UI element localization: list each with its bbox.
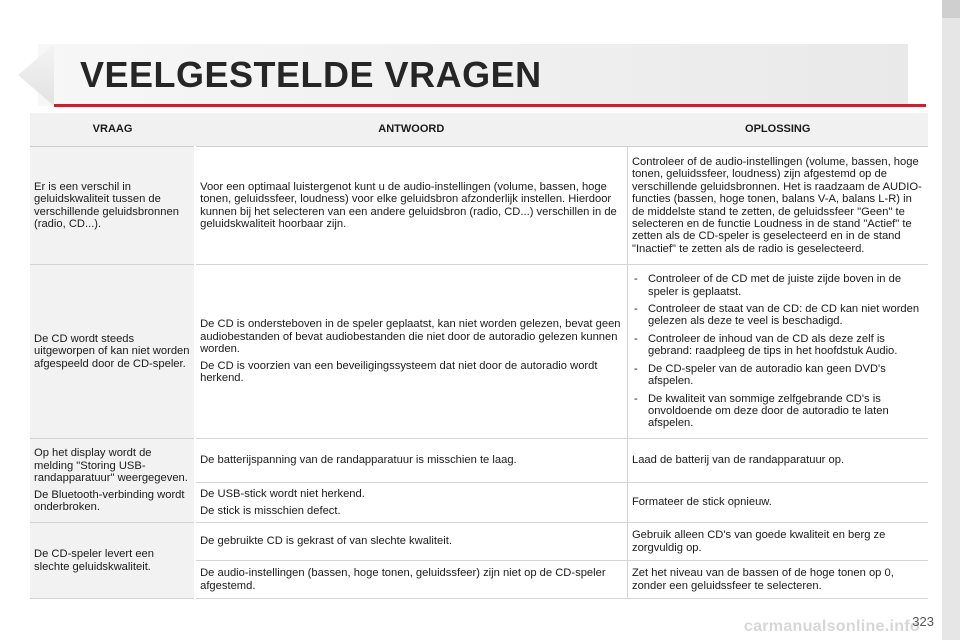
solution-list bbox=[632, 273, 924, 429]
answer-text: De CD is voorzien van een beveiligingssysteem dat niet door de autoradio wordt herkend. bbox=[200, 359, 598, 385]
page-edge-strip bbox=[942, 0, 960, 640]
solution-cell bbox=[627, 147, 928, 265]
question-cell bbox=[30, 523, 195, 599]
solution-list-item: - De CD-speler van de autoradio kan geen DVD's afspelen. bbox=[632, 363, 924, 388]
answer-text: De batterijspanning van de randapparatuur is misschien te laag. bbox=[200, 454, 517, 467]
page-edge-corner bbox=[942, 0, 960, 18]
solution-list-item: - Controleer de staat van de CD: de CD kan niet worden gelezen als deze te veel is beschadigd. bbox=[632, 303, 924, 328]
question-text: Er is een verschil in geluidskwaliteit tussen de verschillende geluidsbronnen (radio, CD...). bbox=[34, 180, 179, 230]
question-cell bbox=[30, 265, 195, 439]
solution-cell bbox=[627, 483, 928, 523]
solution-cell bbox=[627, 561, 928, 599]
watermark: carmanualsonline.info bbox=[743, 618, 920, 635]
question-text: De CD wordt steeds uitgeworpen of kan niet worden afgespeeld door de CD-speler. bbox=[34, 332, 190, 370]
header-solution: OPLOSSING bbox=[627, 113, 928, 147]
solution-cell bbox=[627, 523, 928, 561]
table-header-row bbox=[30, 113, 928, 147]
question-text: De CD-speler levert een slechte geluidskwaliteit. bbox=[34, 548, 155, 573]
answer-text: De stick is misschien defect. bbox=[200, 504, 341, 517]
solution-cell bbox=[627, 265, 928, 439]
title-arrow-tab bbox=[18, 44, 54, 106]
solution-text: Gebruik alleen CD's van goede kwaliteit en berg ze zorgvuldig op. bbox=[631, 529, 886, 554]
solution-list-item: - Controleer of de CD met de juiste zijde boven in de speler is geplaatst. bbox=[632, 273, 924, 298]
question-text: De Bluetooth-verbinding wordt onderbroken. bbox=[34, 488, 185, 514]
answer-text: De gebruikte CD is gekrast of van slechte kwaliteit. bbox=[200, 535, 452, 548]
answer-text: De USB-stick wordt niet herkend. bbox=[200, 488, 365, 501]
solution-text: Controleer of de audio-instellingen (volume, bassen, hoge tonen, geluidssfeer, loudness) zijn afgestemd op de verschillende geluidsbronnen. Het is raadzaam de AUDIO-functies (bassen, hoge tonen, balans V-A, balans L-R) in de middelste stand te zetten, de geluidssfeer "Geen" te selecteren en de functie Loudness in de stand "Actief" te zetten als de CD-speler is geselecteerd en in de stand "Inactief" te zetten als de radio is geselecteerd. bbox=[631, 155, 922, 255]
question-cell bbox=[30, 439, 195, 523]
table-row bbox=[30, 265, 928, 439]
page-title: VEELGESTELDE VRAGEN bbox=[80, 54, 542, 95]
solution-list-item: - Controleer de inhoud van de CD als deze zelf is gebrand: raadpleeg de tips in het hoofdstuk Audio. bbox=[632, 333, 924, 358]
table-row bbox=[30, 147, 928, 265]
header-question: VRAAG bbox=[30, 113, 195, 147]
question-text: Op het display wordt de melding "Storing USB-randapparatuur" weergegeven. bbox=[34, 447, 188, 485]
solution-text: Zet het niveau van de bassen of de hoge tonen op 0, zonder een geluidssfeer te selecteren. bbox=[631, 567, 894, 592]
answer-text: Voor een optimaal luistergenot kunt u de audio-instellingen (volume, bassen, hoge tonen, geluidssfeer, loudness) voor elke geluidsbron afzonderlijk instellen. Hierdoor kunnen bij het selecteren van een andere geluidsbron (radio, CD...) verschillen in de geluidskwaliteit hoorbaar zijn. bbox=[200, 180, 617, 230]
header-answer: ANTWOORD bbox=[195, 113, 627, 147]
title-underline bbox=[54, 104, 926, 107]
answer-cell bbox=[195, 265, 627, 439]
answer-text: De CD is ondersteboven in de speler geplaatst, kan niet worden gelezen, bevat geen audiobestanden of bevat audiobestanden die niet door de autoradio gelezen kunnen worden. bbox=[200, 318, 621, 356]
solution-cell bbox=[627, 439, 928, 483]
answer-cell bbox=[195, 483, 627, 523]
solution-text: Formateer de stick opnieuw. bbox=[631, 496, 772, 509]
table-row bbox=[30, 439, 928, 483]
answer-cell bbox=[195, 147, 627, 265]
answer-cell bbox=[195, 439, 627, 483]
page-number: 323 bbox=[912, 614, 934, 629]
answer-cell bbox=[195, 523, 627, 561]
answer-text: De audio-instellingen (bassen, hoge tonen, geluidssfeer) zijn niet op de CD-speler afgestemd. bbox=[200, 567, 606, 592]
answer-cell bbox=[195, 561, 627, 599]
table-row bbox=[30, 523, 928, 561]
solution-list-item: - De kwaliteit van sommige zelfgebrande CD's is onvoldoende om deze door de autoradio te laten afspelen. bbox=[632, 393, 924, 430]
solution-text: Laad de batterij van de randapparatuur op. bbox=[631, 454, 845, 467]
question-cell bbox=[30, 147, 195, 265]
faq-table bbox=[30, 113, 928, 599]
